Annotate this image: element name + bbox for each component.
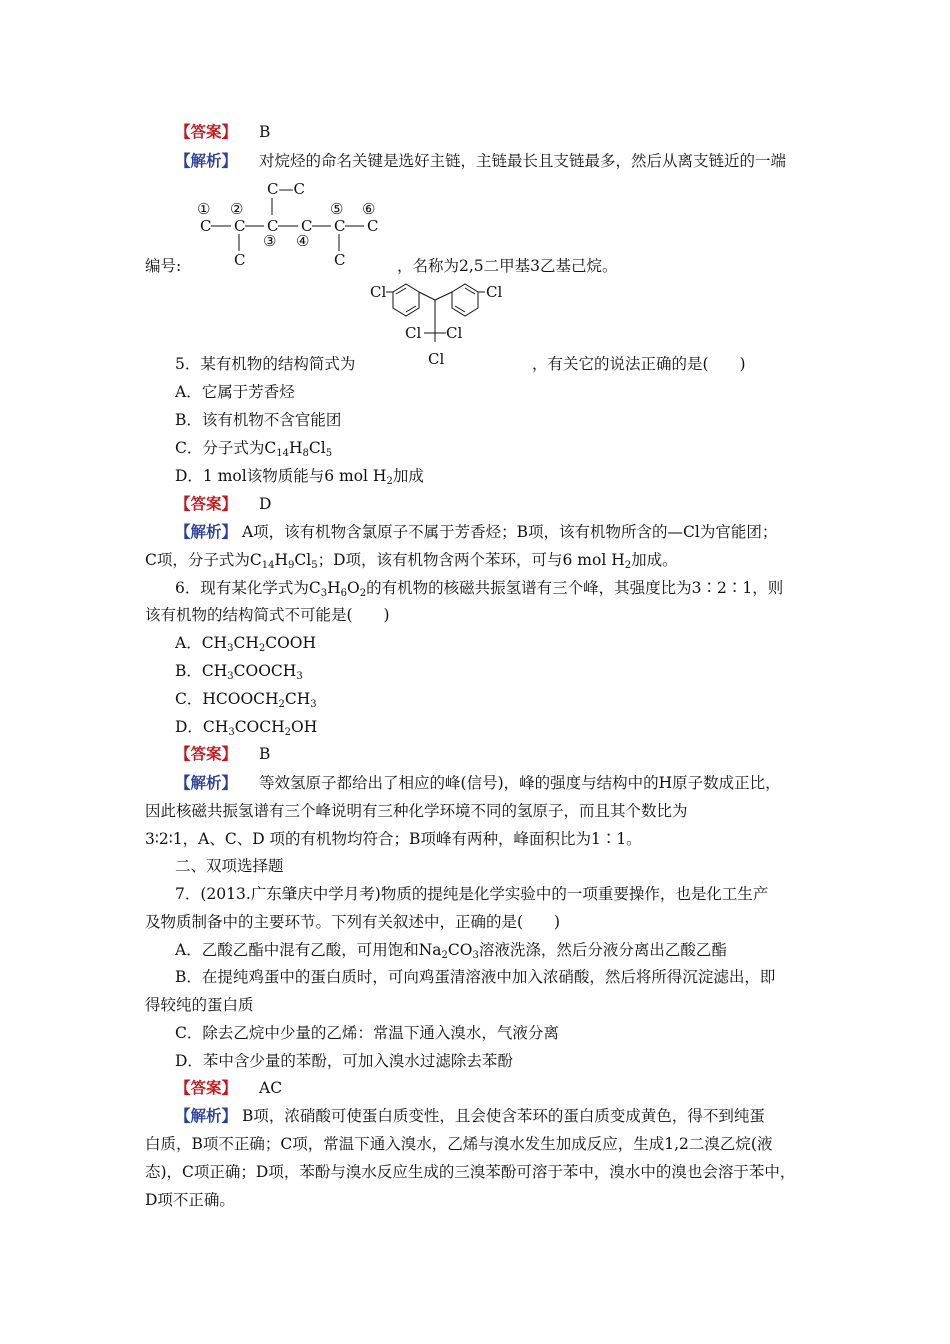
- q5-stem-b: ，有关它的说法正确的是( ): [532, 355, 746, 373]
- q6-stem-line-1: 6．现有某化学式为$C_3H_6O_2$的有机物的核磁共振氢谱有三个峰，其强度比为3∶2∶1，则: [175, 579, 784, 599]
- analysis-tag: 【解析】: [175, 773, 238, 792]
- chlorine-ccl3-bottom: Cl: [428, 350, 445, 368]
- q7-option-c: C．除去乙烷中少量的乙烯：常温下通入溴水，气液分离: [175, 1024, 559, 1042]
- q6-option-b: B．$CH_3COOCH_3$: [175, 662, 303, 682]
- locant-1: ①: [197, 200, 211, 218]
- analysis-tag: 【解析】: [175, 151, 238, 170]
- methyl-carbon-2: C: [234, 251, 246, 269]
- carbon-4: C: [301, 217, 313, 235]
- q5-answer: D: [259, 495, 272, 513]
- locant-6: ⑥: [362, 200, 376, 218]
- q5-option-d: D．1 mol该物质能与6 mol $H_2$加成: [175, 467, 424, 487]
- q4-answer: B: [259, 123, 271, 141]
- q6-option-a: A．$CH_3CH_2COOH$: [175, 634, 317, 654]
- locant-4: ④: [296, 232, 310, 250]
- q7-answer-line: [175, 1077, 282, 1099]
- carbon-1: C: [200, 217, 212, 235]
- q4-analysis-text: 对烷烃的命名关键是选好主链，主链最长且支链最多，然后从离支链近的一端: [259, 152, 787, 170]
- ethyl-branch-label: C—C: [267, 180, 305, 198]
- q7-option-d: D．苯中含少量的苯酚，可加入溴水过滤除去苯酚: [175, 1052, 513, 1070]
- answer-tag: 【答案】: [175, 1078, 238, 1097]
- q7-analysis-line-1: 【解析】 B项，浓硝酸可使蛋白质变性，且会使含苯环的蛋白质变成黄色，得不到纯蛋: [175, 1106, 765, 1125]
- q6-answer-line: [175, 743, 270, 765]
- q7-option-b-line-1: B．在提纯鸡蛋中的蛋白质时，可向鸡蛋清溶液中加入浓硝酸，然后将所得沉淀滤出，即: [175, 968, 776, 986]
- q7-option-b-line-2: 得较纯的蛋白质: [145, 996, 254, 1014]
- chlorine-right: Cl: [486, 283, 503, 301]
- carbon-6: C: [367, 217, 379, 235]
- q7-analysis-line-3: 态)，C项正确；D项，苯酚与溴水反应生成的三溴苯酚可溶于苯中，溴水中的溴也会溶于苯中，: [145, 1163, 796, 1181]
- q5-analysis-line-2: C项，分子式为$C_{14}H_9Cl_5$；D项，该有机物含两个苯环，可与6 mol $H_2$加成。: [145, 551, 678, 571]
- section-heading: 二、双项选择题: [175, 857, 284, 875]
- locant-3: ③: [263, 232, 277, 250]
- q7-analysis-line-4: D项不正确。: [145, 1191, 235, 1209]
- chlorine-ccl3-right: Cl: [446, 324, 463, 342]
- q5-answer-line: [175, 493, 271, 515]
- q6-analysis-line-3: 3∶2∶1，A、C、D 项的有机物均符合；B项峰有两种，峰面积比为1∶1。: [145, 830, 642, 848]
- analysis-tag: 【解析】: [175, 1106, 238, 1125]
- q5-analysis-line-1: 【解析】 A项，该有机物含氯原子不属于芳香烃；B项，该有机物所含的—Cl为官能团；: [175, 522, 778, 541]
- chlorine-ccl3-left: Cl: [405, 324, 422, 342]
- q7-answer: AC: [259, 1079, 283, 1097]
- q4-answer-line: [175, 121, 270, 143]
- locant-5: ⑤: [330, 200, 344, 218]
- q7-stem-line-1: 7．(2013.广东肇庆中学月考)物质的提纯是化学实验中的一项重要操作，也是化工生产: [175, 885, 769, 903]
- q4-numbering-label: 编号:: [145, 257, 182, 275]
- answer-tag: 【答案】: [175, 494, 238, 513]
- answer-tag: 【答案】: [175, 744, 238, 763]
- q6-option-c: C．$HCOOCH_2CH_3$: [175, 690, 317, 710]
- chlorine-left: Cl: [370, 283, 387, 301]
- q7-analysis-line-2: 白质，B项不正确；C项，常温下通入溴水，乙烯与溴水发生加成反应，生成1,2二溴乙烷(液: [145, 1135, 773, 1153]
- q5-stem-a: 5．某有机物的结构简式为: [175, 355, 356, 373]
- q5-option-a: A．它属于芳香烃: [175, 383, 295, 401]
- carbon-3: C: [267, 217, 279, 235]
- analysis-tag: 【解析】: [175, 522, 238, 541]
- carbon-5: C: [334, 217, 346, 235]
- q7-stem-line-2: 及物质制备中的主要环节。下列有关叙述中，正确的是( ): [145, 913, 561, 931]
- q5-option-b: B．该有机物不含官能团: [175, 411, 342, 429]
- methyl-carbon-5: C: [334, 251, 346, 269]
- answer-tag: 【答案】: [175, 122, 238, 141]
- q6-stem-line-2: 该有机物的结构简式不可能是( ): [145, 606, 390, 624]
- q4-analysis-line: [175, 150, 786, 172]
- q5-option-c: C．分子式为$C_{14}H_8Cl_5$: [175, 439, 333, 459]
- q6-option-d: D．$CH_3COCH_2OH$: [175, 718, 318, 738]
- q6-analysis-line-1: 【解析】 等效氢原子都给出了相应的峰(信号)，峰的强度与结构中的H原子数成正比，: [175, 773, 781, 792]
- q6-answer: B: [259, 745, 271, 763]
- alkane-structure-diagram: [190, 176, 390, 270]
- dichlorophenyl-trichloroethane-diagram: [368, 278, 538, 368]
- q4-naming-text: ，名称为2,5二甲基3乙基己烷。: [397, 257, 618, 275]
- q6-analysis-line-2: 因此核磁共振氢谱有三个峰说明有三种化学环境不同的氢原子，而且其个数比为: [145, 802, 688, 820]
- locant-2: ②: [230, 200, 244, 218]
- q7-option-a: A．乙酸乙酯中混有乙酸，可用饱和$Na_2CO_3$溶液洗涤，然后分液分离出乙酸乙酯: [175, 941, 727, 961]
- carbon-2: C: [234, 217, 246, 235]
